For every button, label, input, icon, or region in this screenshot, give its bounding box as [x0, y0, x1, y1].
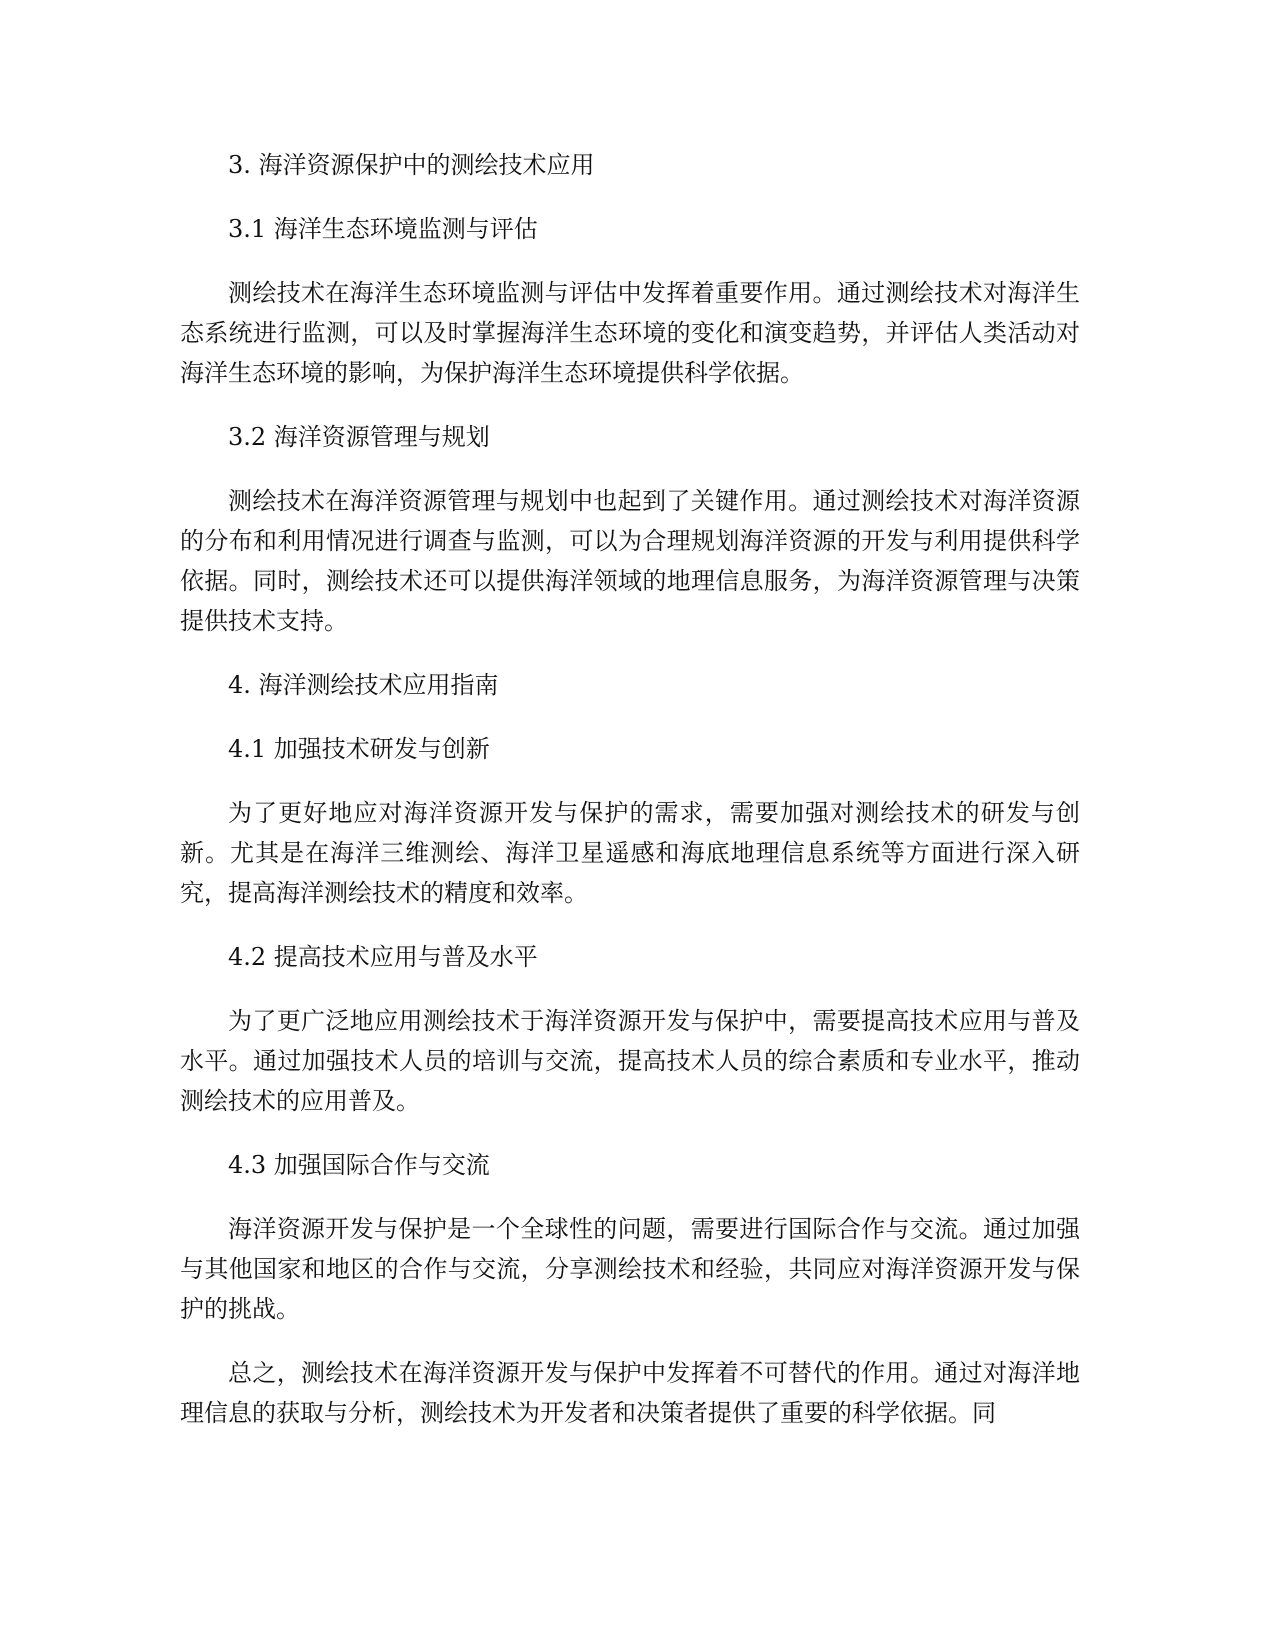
subsection-heading-3-2: 3.2 海洋资源管理与规划: [228, 423, 490, 451]
paragraph-conclusion: 总之，测绘技术在海洋资源开发与保护中发挥着不可替代的作用。通过对海洋地理信息的获取与分析，测绘技术为开发者和决策者提供了重要的科学依据。同: [180, 1359, 1080, 1427]
section-heading-3: 3. 海洋资源保护中的测绘技术应用: [228, 151, 595, 179]
subsection-heading-3-1: 3.1 海洋生态环境监测与评估: [228, 215, 538, 243]
section-heading-4: 4. 海洋测绘技术应用指南: [228, 671, 499, 699]
paragraph-3-2: 测绘技术在海洋资源管理与规划中也起到了关键作用。通过测绘技术对海洋资源的分布和利用情况进行调查与监测，可以为合理规划海洋资源的开发与利用提供科学依据。同时，测绘技术还可以提供海洋领域的地理信息服务，为海洋资源管理与决策提供技术支持。: [180, 487, 1080, 635]
paragraph-4-2: 为了更广泛地应用测绘技术于海洋资源开发与保护中，需要提高技术应用与普及水平。通过加强技术人员的培训与交流，提高技术人员的综合素质和专业水平，推动测绘技术的应用普及。: [180, 1007, 1080, 1115]
document-page: [180, 145, 1080, 1433]
paragraph-4-1: 为了更好地应对海洋资源开发与保护的需求，需要加强对测绘技术的研发与创新。尤其是在海洋三维测绘、海洋卫星遥感和海底地理信息系统等方面进行深入研究，提高海洋测绘技术的精度和效率。: [180, 799, 1080, 907]
paragraph-3-1: 测绘技术在海洋生态环境监测与评估中发挥着重要作用。通过测绘技术对海洋生态系统进行监测，可以及时掌握海洋生态环境的变化和演变趋势，并评估人类活动对海洋生态环境的影响，为保护海洋生态环境提供科学依据。: [180, 279, 1080, 387]
subsection-heading-4-1: 4.1 加强技术研发与创新: [228, 735, 490, 763]
subsection-heading-4-3: 4.3 加强国际合作与交流: [228, 1151, 490, 1179]
subsection-heading-4-2: 4.2 提高技术应用与普及水平: [228, 943, 538, 971]
paragraph-4-3: 海洋资源开发与保护是一个全球性的问题，需要进行国际合作与交流。通过加强与其他国家和地区的合作与交流，分享测绘技术和经验，共同应对海洋资源开发与保护的挑战。: [180, 1215, 1080, 1323]
